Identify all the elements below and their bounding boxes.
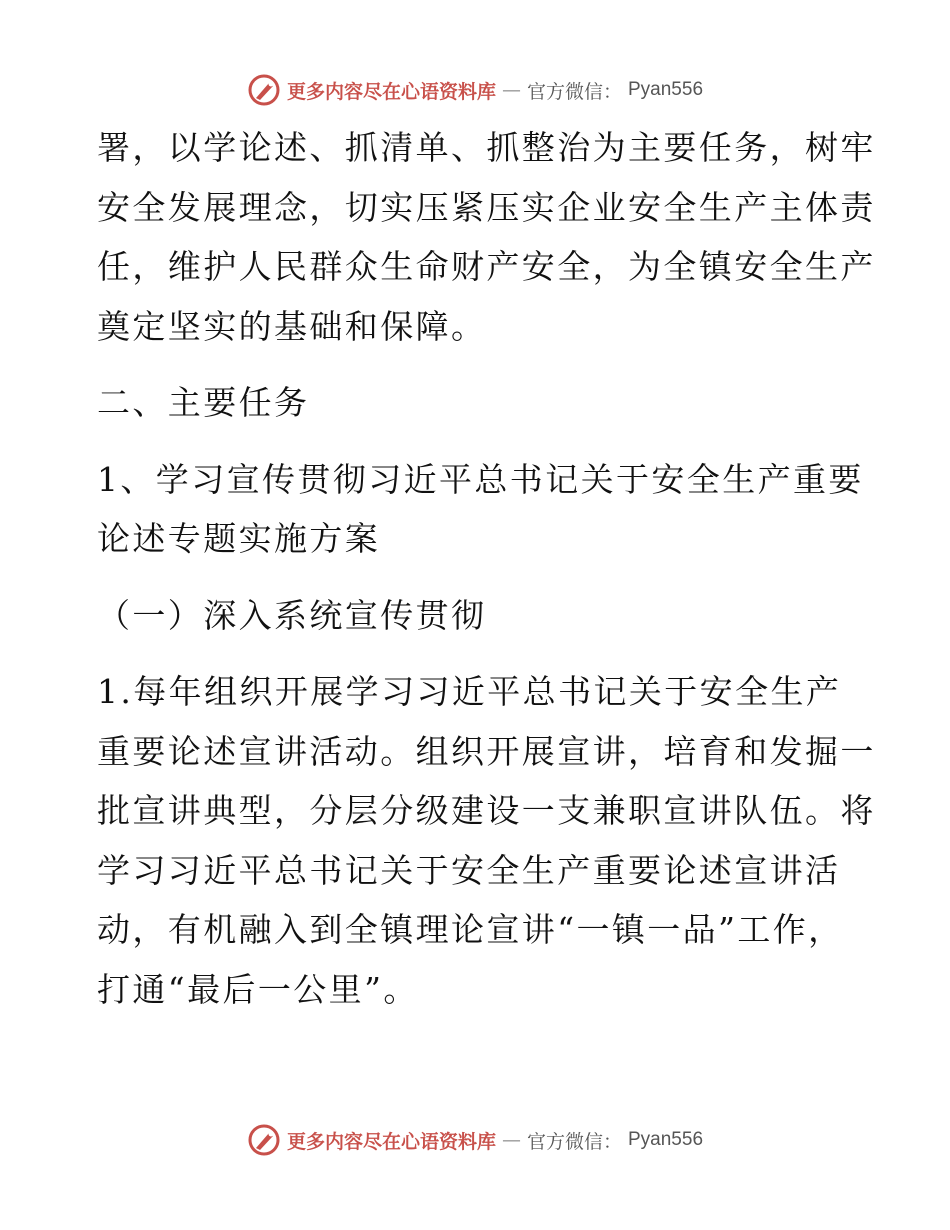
watermark-label: 官方微信：: [526, 1130, 622, 1153]
section-heading: [97, 373, 857, 433]
watermark-wechat-id: Pyan556: [628, 1129, 704, 1150]
subsection-title: [97, 586, 857, 646]
subsection-heading: [97, 450, 864, 569]
text-line: 任，维护人民群众生命财产安全，为全镇安全生产: [97, 247, 876, 286]
watermark-separator: —: [501, 79, 521, 101]
document-body: [97, 118, 876, 1019]
watermark-separator: —: [501, 1129, 521, 1151]
text-line: 二、主要任务: [97, 383, 310, 422]
watermark-wechat-id: Pyan556: [628, 79, 704, 100]
text-line: 论述专题实施方案: [97, 519, 381, 558]
text-line: 打通“最后一公里”。: [97, 969, 419, 1009]
text-line: 安全发展理念，切实压紧压实企业安全生产主体责: [97, 187, 876, 227]
text-line: 1.每年组织开展学习习近平总书记关于安全生产: [97, 672, 842, 711]
text-line: 1、学习宣传贯彻习近平总书记关于安全生产重要: [97, 459, 864, 499]
paragraph-intro: [97, 118, 876, 356]
text-line: 学习习近平总书记关于安全生产重要论述宣讲活: [97, 850, 841, 890]
text-line: 奠定坚实的基础和保障。: [97, 306, 487, 346]
footer-watermark: [0, 1120, 950, 1160]
watermark-label: 官方微信：: [526, 80, 622, 103]
paragraph-item-1: [97, 662, 876, 1019]
text-line: 动，有机融入到全镇理论宣讲“一镇一品”工作，: [97, 910, 844, 949]
header-watermark: [0, 70, 950, 110]
watermark-title: 更多内容尽在心语资料库: [286, 1130, 496, 1153]
pen-logo-icon: [247, 73, 281, 107]
pen-logo-icon: [247, 1123, 281, 1157]
text-line: 批宣讲典型，分层分级建设一支兼职宣讲队伍。将: [97, 791, 876, 830]
text-line: 署，以学论述、抓清单、抓整治为主要任务，树牢: [97, 128, 876, 167]
watermark-title: 更多内容尽在心语资料库: [286, 80, 496, 103]
text-line: 重要论述宣讲活动。组织开展宣讲，培育和发掘一: [97, 731, 876, 771]
text-line: （一）深入系统宣传贯彻: [97, 595, 487, 635]
